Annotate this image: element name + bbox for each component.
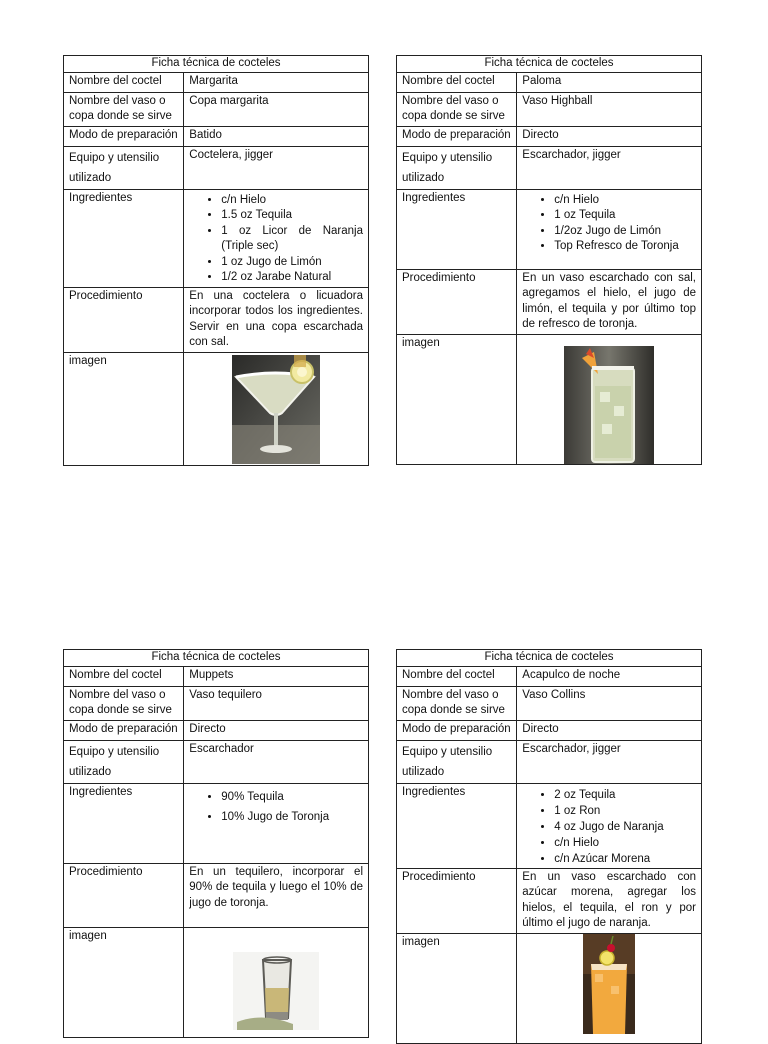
ingredient-item: • c/n Hielo (221, 193, 363, 209)
image-label: imagen (64, 352, 184, 465)
card-title: Ficha técnica de cocteles (397, 650, 702, 667)
glass-value: Vaso Highball (517, 92, 702, 126)
ingredients-value (517, 783, 702, 868)
card-title: Ficha técnica de cocteles (64, 650, 369, 667)
image-cell (184, 352, 369, 465)
glass-label: Nombre del vaso o copa donde se sirve (397, 686, 517, 720)
procedure-label: Procedimiento (397, 868, 517, 933)
cocktail-name: Margarita (184, 72, 369, 92)
ingredients-label: Ingredientes (64, 189, 184, 287)
ingredient-item: • c/n Hielo (554, 835, 696, 851)
procedure-label: Procedimiento (64, 287, 184, 352)
procedure-value: En una coctelera o licuadora incorporar todos los ingredientes. Servir en una copa escarchada con sal. (184, 287, 369, 352)
method-label: Modo de preparación (397, 720, 517, 740)
equipment-value: Coctelera, jigger (184, 146, 369, 189)
acapulco-photo (583, 934, 635, 1034)
procedure-label: Procedimiento (397, 269, 517, 334)
ingredient-item: • 1 oz Tequila (554, 208, 696, 224)
glass-value: Vaso tequilero (184, 686, 369, 720)
recipe-card-acapulco-de-noche (396, 649, 702, 1044)
glass-label: Nombre del vaso o copa donde se sirve (64, 92, 184, 126)
ingredient-item: • 1.5 oz Tequila (221, 208, 363, 224)
ingredients-value (184, 189, 369, 287)
glass-label: Nombre del vaso o copa donde se sirve (397, 92, 517, 126)
equipment-label: Equipo y utensilio utilizado (64, 740, 184, 783)
cocktail-name: Muppets (184, 666, 369, 686)
procedure-value: En un vaso escarchado con sal, agregamos el hielo, el jugo de limón, el tequila y por último top de refresco de toronja. (517, 269, 702, 334)
ingredient-item: • 1/2oz Jugo de Limón (554, 224, 696, 240)
ingredient-item: • 4 oz Jugo de Naranja (554, 819, 696, 835)
image-cell (517, 334, 702, 464)
ingredient-item: • 90% Tequila (221, 787, 363, 807)
name-label: Nombre del coctel (64, 72, 184, 92)
glass-value: Vaso Collins (517, 686, 702, 720)
ingredient-item: • Top Refresco de Toronja (554, 239, 696, 255)
ingredient-item: • 2 oz Tequila (554, 787, 696, 803)
procedure-label: Procedimiento (64, 863, 184, 927)
cocktail-name: Paloma (517, 72, 702, 92)
ingredients-label: Ingredientes (64, 783, 184, 863)
equipment-value: Escarchador, jigger (517, 740, 702, 783)
method-value: Batido (184, 126, 369, 146)
ingredients-label: Ingredientes (397, 783, 517, 868)
method-value: Directo (184, 720, 369, 740)
ingredient-item: • c/n Azúcar Morena (554, 851, 696, 867)
card-title: Ficha técnica de cocteles (397, 56, 702, 73)
name-label: Nombre del coctel (64, 666, 184, 686)
ingredients-value (184, 783, 369, 863)
muppets-photo (233, 952, 319, 1030)
equipment-value: Escarchador (184, 740, 369, 783)
ingredients-label: Ingredientes (397, 189, 517, 269)
ingredient-item: • 1 oz Jugo de Limón (221, 255, 363, 271)
recipe-card-muppets (63, 649, 369, 1038)
equipment-label: Equipo y utensilio utilizado (64, 146, 184, 189)
procedure-value: En un tequilero, incorporar el 90% de tequila y luego el 10% de jugo de toronja. (184, 863, 369, 927)
cocktail-name: Acapulco de noche (517, 666, 702, 686)
ingredients-value (517, 189, 702, 269)
ingredient-item: • 1 oz Ron (554, 803, 696, 819)
ingredient-item: • 1/2 oz Jarabe Natural (221, 270, 363, 286)
method-value: Directo (517, 126, 702, 146)
name-label: Nombre del coctel (397, 72, 517, 92)
name-label: Nombre del coctel (397, 666, 517, 686)
image-cell (517, 933, 702, 1043)
method-value: Directo (517, 720, 702, 740)
glass-value: Copa margarita (184, 92, 369, 126)
procedure-value: En un vaso escarchado con azúcar morena, agregar los hielos, el tequila, el ron y por último el jugo de naranja. (517, 868, 702, 933)
image-label: imagen (397, 334, 517, 464)
recipe-card-margarita (63, 55, 369, 466)
ingredient-item: • c/n Hielo (554, 193, 696, 209)
equipment-label: Equipo y utensilio utilizado (397, 740, 517, 783)
method-label: Modo de preparación (64, 126, 184, 146)
paloma-photo (564, 346, 654, 464)
card-title: Ficha técnica de cocteles (64, 56, 369, 73)
equipment-label: Equipo y utensilio utilizado (397, 146, 517, 189)
method-label: Modo de preparación (397, 126, 517, 146)
margarita-photo (232, 355, 320, 464)
equipment-value: Escarchador, jigger (517, 146, 702, 189)
ingredient-item: • 10% Jugo de Toronja (221, 807, 363, 827)
image-label: imagen (397, 933, 517, 1043)
recipe-card-paloma (396, 55, 702, 465)
method-label: Modo de preparación (64, 720, 184, 740)
ingredient-item: • 1 oz Licor de Naranja (Triple sec) (221, 224, 363, 255)
image-label: imagen (64, 927, 184, 1037)
image-cell (184, 927, 369, 1037)
glass-label: Nombre del vaso o copa donde se sirve (64, 686, 184, 720)
